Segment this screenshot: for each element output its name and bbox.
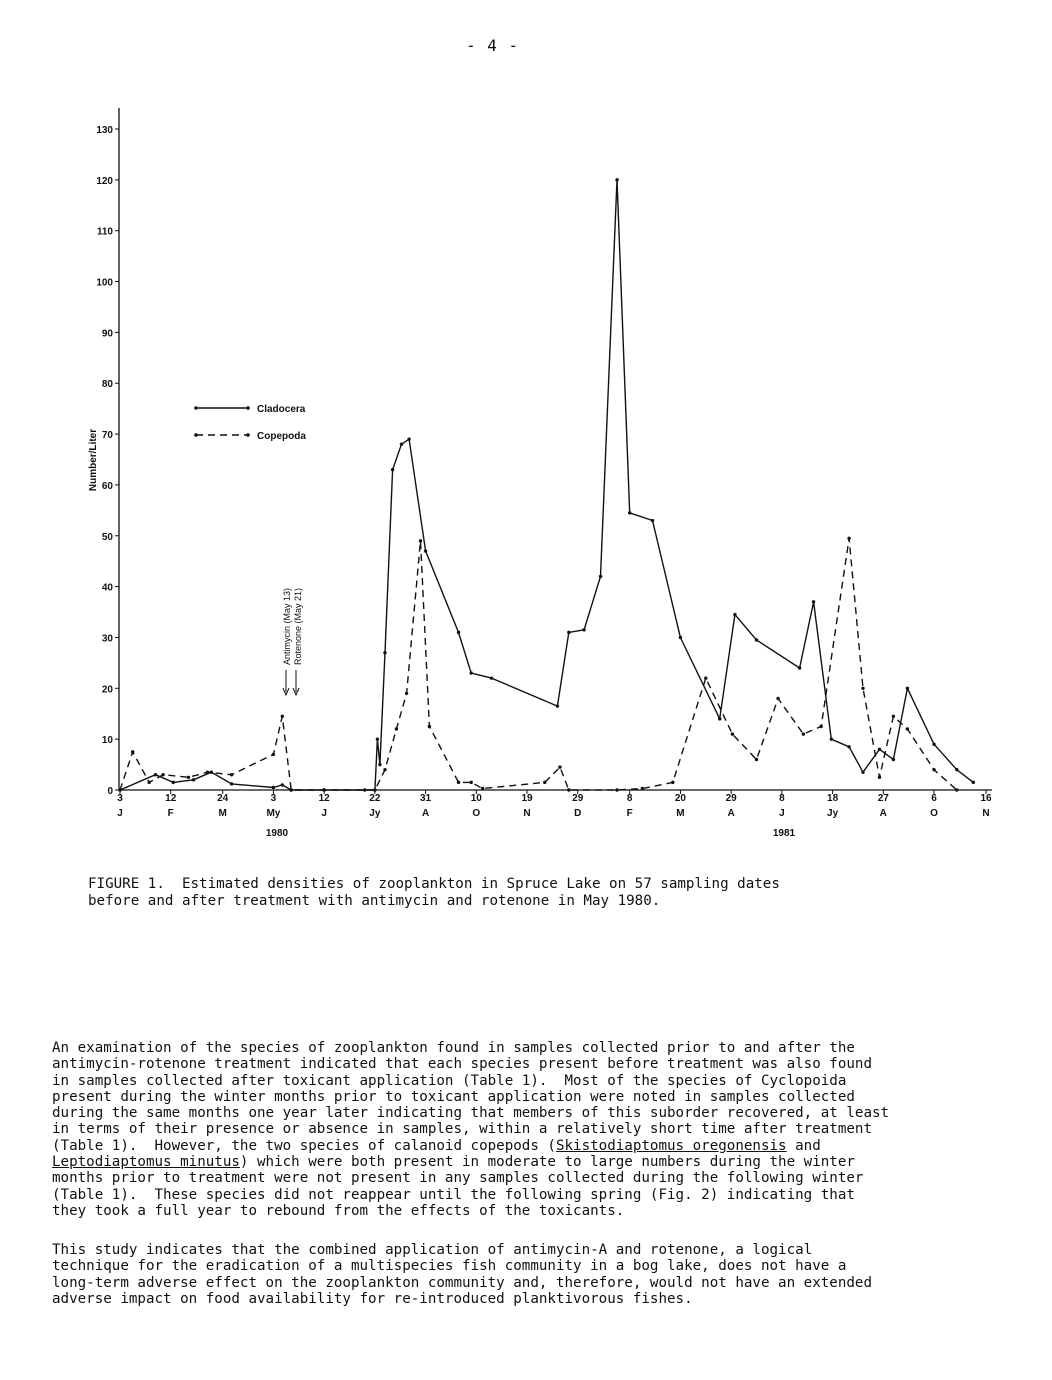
data-point-copepoda [906, 727, 909, 730]
data-point-cladocera [391, 468, 394, 471]
data-point-copepoda [558, 765, 561, 768]
data-point-cladocera [615, 178, 618, 181]
paragraph-line: in samples collected after toxicant application (Table 1). Most of the species of Cyclopoida [52, 1072, 847, 1089]
paragraph-line: they took a full year to rebound from the effects of the toxicants. [52, 1202, 625, 1219]
data-point-copepoda [932, 768, 935, 771]
x-tick-day-label: 31 [420, 793, 432, 804]
x-tick-day-label: 10 [470, 793, 482, 804]
data-point-copepoda [671, 781, 674, 784]
y-tick-label: 130 [96, 125, 113, 136]
figure-caption [88, 876, 868, 910]
data-point-cladocera [281, 783, 284, 786]
data-point-copepoda [819, 725, 822, 728]
data-point-cladocera [400, 443, 403, 446]
data-point-copepoda [419, 539, 422, 542]
x-tick-day-label: 12 [165, 793, 177, 804]
data-point-copepoda [383, 768, 386, 771]
species-name-skistodiaptomus: Skistodiaptomus oregonensis [555, 1137, 787, 1154]
series-line-cladocera [120, 180, 973, 790]
data-point-cladocera [906, 687, 909, 690]
paragraph-line: (Table 1). These species did not reappear until the following spring (Fig. 2) indicating that [52, 1186, 855, 1203]
antimycin-annotation: Antimycin (May 13) [282, 587, 292, 665]
line-segment: ) which were both present in moderate to large numbers during the winter [239, 1154, 855, 1171]
data-point-copepoda [861, 687, 864, 690]
year-label-1980: 1980 [265, 828, 289, 839]
treatment-annotation [282, 588, 303, 695]
series-line-copepoda [120, 538, 957, 790]
y-tick-label: 100 [96, 277, 113, 289]
data-point-copepoda [892, 715, 895, 718]
legend [194, 404, 306, 442]
x-tick-day-label: 3 [117, 793, 123, 804]
x-tick-day-label: 29 [572, 793, 584, 804]
x-tick-day-label: 20 [674, 793, 686, 804]
y-tick-label: 50 [101, 531, 113, 543]
data-point-cladocera [892, 758, 895, 761]
data-point-cladocera [567, 631, 570, 634]
data-point-copepoda [405, 692, 408, 695]
data-point-copepoda [131, 750, 134, 753]
chart-series [118, 178, 975, 792]
caption-line: before and after treatment with antimycin and rotenone in May 1980. [88, 893, 661, 909]
data-point-cladocera [861, 771, 864, 774]
paragraph-line [52, 1154, 952, 1170]
x-tick-month-label: N [982, 808, 990, 819]
data-point-copepoda [955, 788, 958, 791]
data-point-cladocera [230, 782, 233, 785]
x-tick-month-label: F [626, 808, 633, 819]
x-tick-month-label: J [321, 808, 327, 819]
data-point-copepoda [373, 788, 376, 791]
data-point-cladocera [407, 437, 410, 440]
y-tick-label: 80 [101, 379, 113, 391]
paragraph-line: during the same months one year later indicating that members of this suborder recovered, at least [52, 1105, 890, 1122]
legend-copepoda-marker [246, 433, 250, 437]
data-point-copepoda [230, 773, 233, 776]
x-tick-month-label: Jy [369, 808, 381, 819]
data-point-cladocera [599, 575, 602, 578]
x-tick-month-label: J [779, 808, 785, 819]
rotenone-annotation: Rotenone (May 21) [293, 587, 303, 665]
data-point-copepoda [567, 788, 570, 791]
data-point-copepoda [118, 788, 121, 791]
data-point-cladocera [718, 717, 721, 720]
y-axis-ticks [96, 125, 119, 797]
legend-copepoda-label: Copepoda [257, 431, 306, 442]
paragraph-line [52, 1138, 952, 1154]
y-tick-label: 0 [107, 786, 113, 797]
x-tick-day-label: 6 [931, 793, 937, 804]
data-point-cladocera [628, 511, 631, 514]
data-point-cladocera [272, 786, 275, 789]
paragraph-conclusion [52, 1242, 952, 1307]
data-point-cladocera [812, 600, 815, 603]
data-point-copepoda [802, 732, 805, 735]
data-point-copepoda [428, 725, 431, 728]
x-tick-day-label: 19 [521, 793, 533, 804]
data-point-copepoda [289, 788, 292, 791]
x-tick-day-label: 8 [626, 793, 633, 804]
x-tick-month-label: My [266, 808, 281, 819]
x-tick-month-label: J [117, 808, 123, 819]
x-tick-day-label: 29 [725, 793, 737, 804]
x-tick-month-label: O [930, 808, 938, 819]
data-point-cladocera [651, 519, 654, 522]
data-point-copepoda [847, 537, 850, 540]
data-point-copepoda [187, 776, 190, 779]
data-point-cladocera [378, 763, 381, 766]
paragraph-species-recovery [52, 1040, 952, 1219]
x-tick-day-label: 22 [369, 793, 381, 804]
x-axis-ticks [117, 790, 992, 819]
x-tick-month-label: Jy [827, 808, 839, 819]
x-tick-month-label: A [879, 808, 887, 819]
data-point-copepoda [147, 781, 150, 784]
data-point-cladocera [830, 737, 833, 740]
y-tick-label: 60 [101, 480, 113, 492]
x-tick-day-label: 8 [779, 793, 785, 804]
x-tick-day-label: 12 [318, 793, 330, 804]
x-tick-month-label: N [523, 808, 531, 819]
data-point-copepoda [395, 727, 398, 730]
data-point-copepoda [641, 787, 644, 790]
data-point-copepoda [272, 753, 275, 756]
data-point-copepoda [731, 732, 734, 735]
data-point-cladocera [383, 651, 386, 654]
x-tick-month-label: M [676, 808, 685, 819]
year-label-1981: 1981 [772, 828, 796, 839]
data-point-copepoda [543, 781, 546, 784]
data-point-cladocera [490, 676, 493, 679]
y-tick-label: 110 [96, 226, 113, 238]
page-number: - 4 - [466, 36, 520, 55]
paragraph-line: long-term adverse effect on the zooplankton community and, therefore, would not have an extended [52, 1274, 872, 1291]
paragraph-line: This study indicates that the combined application of antimycin-A and rotenone, a logical [52, 1242, 813, 1258]
y-tick-label: 20 [101, 684, 113, 696]
data-point-cladocera [363, 788, 366, 791]
x-tick-month-label: M [218, 808, 227, 819]
data-point-copepoda [161, 773, 164, 776]
data-point-cladocera [172, 781, 175, 784]
data-point-cladocera [932, 743, 935, 746]
data-point-copepoda [322, 788, 325, 791]
data-point-cladocera [424, 549, 427, 552]
y-tick-label: 10 [101, 735, 113, 747]
x-tick-day-label: 27 [877, 793, 889, 804]
data-point-copepoda [878, 776, 881, 779]
data-point-copepoda [206, 771, 209, 774]
data-point-cladocera [457, 631, 460, 634]
x-tick-month-label: A [727, 808, 735, 819]
data-point-cladocera [955, 768, 958, 771]
x-tick-day-label: 18 [827, 793, 839, 804]
y-tick-label: 30 [101, 633, 113, 645]
x-tick-day-label: 16 [980, 793, 992, 804]
data-point-cladocera [972, 781, 975, 784]
caption-line: FIGURE 1. Estimated densities of zooplankton in Spruce Lake on 57 sampling dates [88, 876, 780, 892]
data-point-cladocera [582, 628, 585, 631]
y-tick-label: 90 [101, 328, 113, 340]
line-segment: and [786, 1137, 821, 1154]
data-point-cladocera [470, 671, 473, 674]
species-name-leptodiaptomus: Leptodiaptomus minutus [52, 1154, 240, 1171]
y-tick-label: 70 [101, 430, 113, 442]
paragraph-line: An examination of the species of zooplankton found in samples collected prior to and after the [52, 1040, 855, 1056]
data-point-cladocera [679, 636, 682, 639]
x-tick-month-label: A [421, 808, 430, 819]
data-point-copepoda [704, 676, 707, 679]
paragraph-line: months prior to treatment were not present in any samples collected during the following winter [52, 1170, 864, 1187]
x-tick-month-label: D [574, 808, 582, 819]
line-segment: (Table 1). However, the two species of calanoid copepods ( [52, 1137, 556, 1154]
data-point-cladocera [154, 773, 157, 776]
paragraph-line: adverse impact on food availability for re-introduced planktivorous fishes. [52, 1290, 693, 1307]
data-point-copepoda [457, 781, 460, 784]
data-point-cladocera [878, 748, 881, 751]
x-tick-day-label: 3 [270, 793, 277, 804]
data-point-copepoda [481, 787, 484, 790]
data-point-copepoda [470, 781, 473, 784]
y-axis-label: Number/Liter [88, 428, 99, 492]
paragraph-line: in terms of their presence or absence in samples, within a relatively short time after treatment [52, 1121, 872, 1138]
data-point-cladocera [733, 613, 736, 616]
paragraph-line: present during the winter months prior to toxicant application were noted in samples collected [52, 1088, 855, 1105]
data-point-copepoda [615, 788, 618, 791]
data-point-copepoda [755, 758, 758, 761]
data-point-cladocera [798, 666, 801, 669]
x-tick-month-label: F [167, 808, 174, 819]
data-point-copepoda [776, 697, 779, 700]
paragraph-line: technique for the eradication of a multispecies fish community in a bog lake, does not have a [52, 1258, 847, 1275]
x-tick-month-label: O [472, 808, 481, 819]
data-point-cladocera [847, 745, 850, 748]
data-point-copepoda [281, 715, 284, 718]
legend-copepoda-marker [194, 433, 198, 437]
y-tick-label: 40 [101, 582, 113, 594]
legend-cladocera-marker [194, 406, 198, 410]
data-point-cladocera [556, 704, 559, 707]
x-tick-day-label: 24 [217, 793, 229, 804]
data-point-cladocera [376, 737, 379, 740]
paragraph-line: antimycin-rotenone treatment indicated that each species present before treatment was also found [52, 1056, 872, 1073]
data-point-cladocera [192, 778, 195, 781]
legend-cladocera-label: Cladocera [257, 404, 306, 415]
legend-cladocera-marker [246, 406, 250, 410]
y-tick-label: 120 [96, 175, 113, 187]
data-point-cladocera [755, 638, 758, 641]
